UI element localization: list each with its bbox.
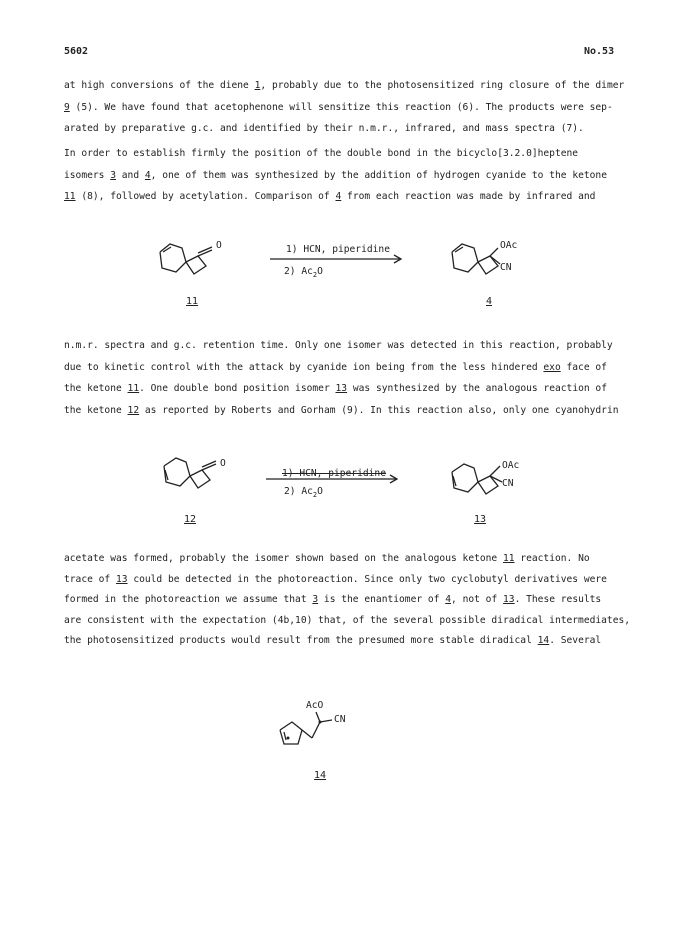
text-line [64, 123, 584, 134]
scheme-2-step-2: 2) $Ac_2O$ [284, 486, 323, 499]
journal-issue: No.53 [584, 46, 615, 57]
underlined-reference: 3 [312, 594, 319, 606]
text-run: from each reaction was made by infrared and [341, 191, 596, 202]
text-line [64, 191, 595, 202]
ketone-12-structure [156, 452, 246, 512]
text-line [64, 362, 607, 373]
diradical-cn: CN [334, 714, 346, 725]
compound-label-4: 4 [486, 296, 493, 307]
text-line [64, 170, 607, 181]
scheme-1-step-1: 1) HCN, piperidine [286, 244, 390, 255]
text-run: , probably due to the photosensitized ring closure of the dimer [260, 80, 625, 91]
text-line [64, 594, 601, 605]
text-line [64, 102, 613, 113]
underlined-reference: 4 [445, 594, 452, 606]
underlined-reference: 14 [537, 635, 550, 647]
text-run: . These results [514, 594, 602, 606]
underlined-reference: 12 [127, 404, 140, 416]
scheme-2-step-1: 1) HCN, piperidine [282, 468, 386, 479]
text-run: formed in the photoreaction we assume that [64, 594, 313, 606]
text-run: at high conversions of the diene [64, 80, 255, 91]
text-run: trace of [64, 573, 116, 585]
text-run: as reported by Roberts and Gorham (9). In this reaction also, only one cyanohydrin [139, 404, 619, 416]
ketone-11-structure [150, 232, 240, 292]
underlined-reference: 13 [503, 594, 515, 606]
product-1-cn: CN [500, 262, 512, 273]
text-line [64, 148, 578, 159]
text-run: could be detected in the photoreaction. Since only two cyclobutyl derivatives were [127, 573, 607, 585]
text-run: acetate was formed, probably the isomer shown based on the analogous ketone [64, 553, 503, 564]
text-line [64, 383, 607, 394]
underlined-reference: 1 [254, 80, 261, 91]
text-line [64, 80, 624, 91]
text-run: (8), followed by acetylation. Comparison of [75, 191, 336, 202]
page-number: 5602 [64, 46, 89, 57]
text-run: , not of [451, 594, 503, 606]
text-run: the ketone [64, 383, 128, 394]
underlined-reference: 13 [335, 383, 348, 394]
text-run: face of [560, 361, 607, 373]
underlined-reference: 11 [502, 553, 515, 564]
text-run: reaction. No [514, 553, 590, 564]
text-line [64, 340, 613, 351]
diradical-14-structure [268, 708, 378, 768]
text-run: isomers [64, 169, 111, 181]
underlined-reference: 9 [64, 101, 70, 113]
underlined-reference: 4 [144, 169, 151, 181]
underlined-reference: 11 [127, 383, 140, 394]
text-line [64, 615, 630, 626]
text-line [64, 635, 601, 646]
text-run: the photosensitized products would result from the presumed more stable diradical [64, 635, 538, 647]
scheme-1-step-2: 2) $Ac_2O$ [284, 266, 323, 279]
text-run: due to kinetic control with the attack by cyanide ion being from the less hindered [64, 361, 544, 373]
text-run: the ketone [64, 404, 128, 416]
text-run: arated by preparative g.c. and identified by their n.m.r., infrared, and mass spectra (7). [64, 123, 584, 134]
compound-label-13: 13 [474, 514, 487, 525]
compound-label-12: 12 [184, 514, 197, 525]
text-run: (5). We have found that acetophenone will sensitize this reaction (6). The products were sep- [69, 101, 613, 113]
diradical-oac: AcO [306, 700, 324, 711]
product-2-oac: OAc [502, 460, 520, 471]
text-run: , one of them was synthesized by the addition of hydrogen cyanide to the ketone [150, 169, 607, 181]
product-1-oac: OAc [500, 240, 518, 251]
text-run: . Several [549, 635, 602, 647]
text-run: In order to establish firmly the position of the double bond in the bicyclo[3.2.0]heptene [64, 148, 579, 159]
underlined-reference: 4 [335, 191, 342, 202]
underlined-reference: 3 [110, 169, 116, 181]
text-run: was synthesized by the analogous reaction of [347, 383, 607, 394]
compound-label-14: 14 [314, 770, 327, 781]
text-line [64, 553, 590, 564]
underlined-reference: exo [543, 361, 561, 373]
text-run: are consistent with the expectation (4b,10) that, of the several possible diradical intermediates, [64, 614, 631, 626]
text-run: n.m.r. spectra and g.c. retention time. Only one isomer was detected in this reaction, probably [64, 340, 613, 351]
text-run: is the enantiomer of [318, 594, 446, 606]
text-run: and [116, 169, 145, 181]
compound-label-11: 11 [186, 296, 199, 307]
underlined-reference: 13 [115, 573, 128, 585]
product-13-structure [444, 458, 534, 518]
reaction-arrow-1 [270, 254, 410, 266]
reactant-1-oxygen: O [216, 240, 222, 251]
underlined-reference: 11 [64, 191, 76, 202]
text-line [64, 574, 607, 585]
product-2-cn: CN [502, 478, 514, 489]
reactant-2-oxygen: O [220, 458, 226, 469]
text-run: . One double bond position isomer [139, 383, 336, 394]
reaction-arrow-2 [266, 474, 406, 486]
text-line [64, 405, 619, 416]
